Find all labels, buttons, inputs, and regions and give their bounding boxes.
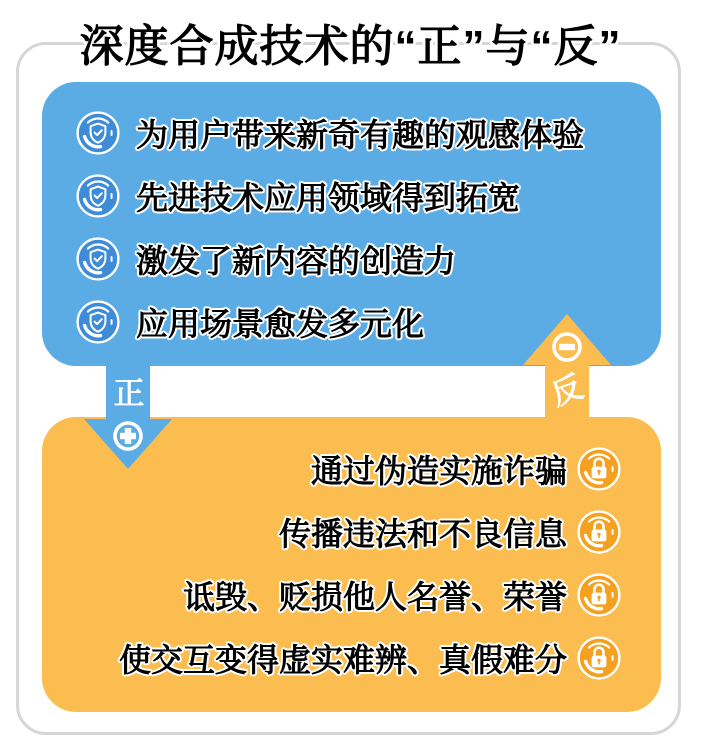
page-title: 深度合成技术的“正”与“反” — [79, 22, 622, 71]
lock-icon — [577, 510, 621, 554]
cons-item-text: 诋毁、贬损他人名誉、荣誉 — [182, 579, 567, 615]
pros-item-text: 激发了新内容的创造力 — [136, 243, 457, 279]
shield-check-icon — [76, 300, 120, 344]
pros-item-text: 先进技术应用领域得到拓宽 — [136, 180, 521, 216]
list-item — [76, 111, 661, 155]
shield-check-icon — [76, 237, 120, 281]
list-item — [76, 174, 661, 218]
lock-icon — [577, 573, 621, 617]
list-item — [42, 573, 621, 617]
lock-icon — [577, 636, 621, 680]
cons-item-text: 传播违法和不良信息 — [278, 516, 567, 552]
shield-check-icon — [76, 111, 120, 155]
list-item — [76, 237, 661, 281]
pros-item-text: 为用户带来新奇有趣的观感体验 — [136, 117, 585, 153]
cons-arrow-label: 反 — [546, 368, 588, 413]
pros-item-text: 应用场景愈发多元化 — [136, 306, 425, 342]
list-item — [42, 636, 621, 680]
shield-check-icon — [76, 174, 120, 218]
pros-arrow-label: 正 — [113, 376, 145, 411]
cons-item-text: 使交互变得虚实难辨、真假难分 — [118, 642, 567, 678]
lock-icon — [577, 447, 621, 491]
list-item — [42, 510, 621, 554]
cons-item-text: 通过伪造实施诈骗 — [310, 453, 567, 489]
